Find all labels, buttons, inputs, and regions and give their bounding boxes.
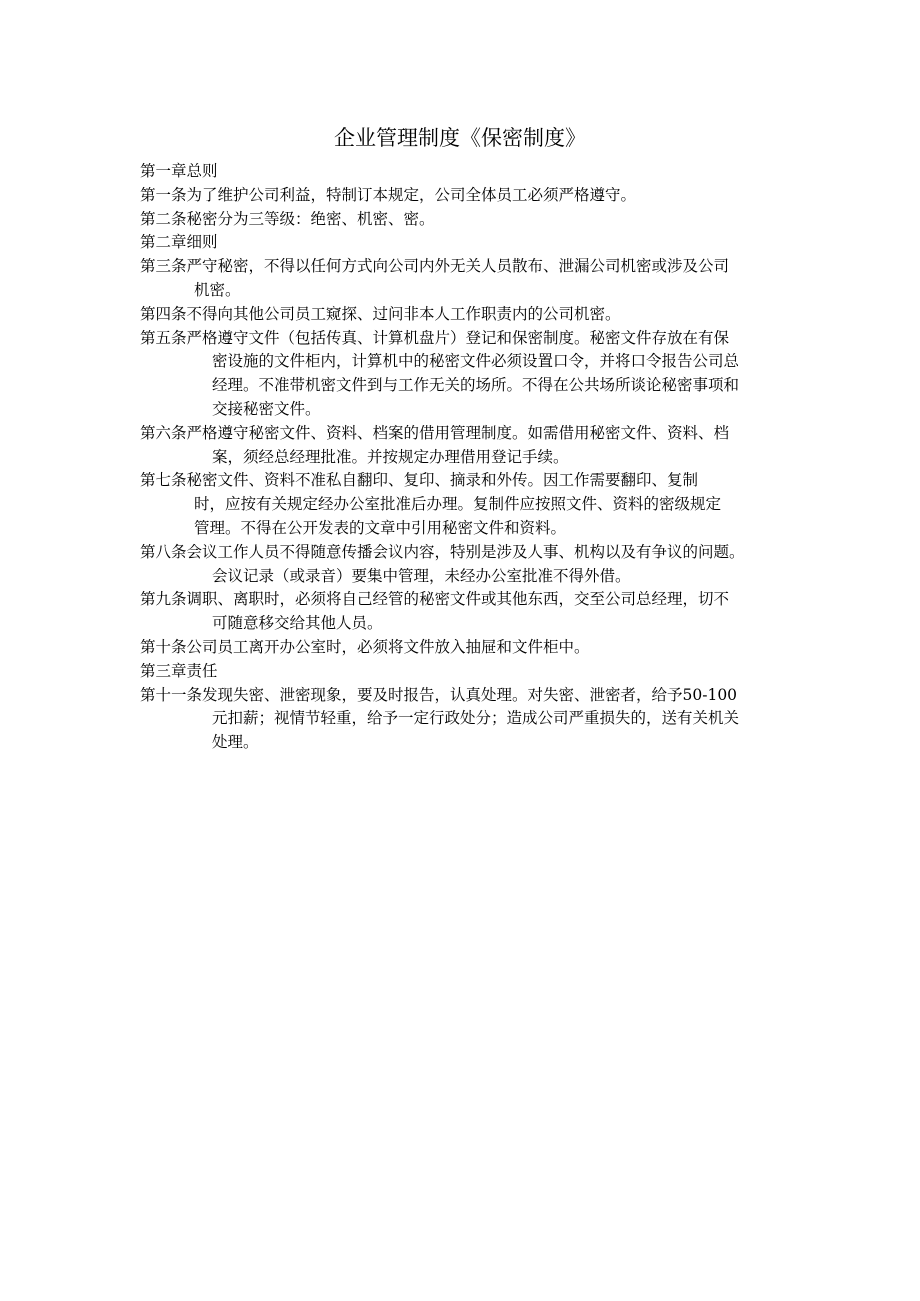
article-line: 第七条秘密文件、资料不准私自翻印、复印、摘录和外传。因工作需要翻印、复制	[140, 471, 699, 490]
chapter-heading: 第三章责任	[140, 661, 218, 680]
article-line: 第八条会议工作人员不得随意传播会议内容，特别是涉及人事、机构以及有争议的问题。	[140, 542, 745, 561]
article-line: 第六条严格遵守秘密文件、资料、档案的借用管理制度。如需借用秘密文件、资料、档	[140, 423, 730, 442]
article-line: 第四条不得向其他公司员工窥探、过问非本人工作职责内的公司机密。	[140, 304, 621, 323]
article-continuation: 密设施的文件柜内，计算机中的秘密文件必须设置口令，并将口令报告公司总	[212, 352, 740, 371]
article-continuation: 机密。	[194, 280, 241, 299]
document-body	[140, 160, 786, 755]
article-line: 第五条严格遵守文件（包括传真、计算机盘片）登记和保密制度。秘密文件存放在有保	[140, 328, 730, 347]
article-continuation: 时，应按有关规定经办公室批准后办理。复制件应按照文件、资料的密级规定	[194, 495, 722, 514]
article-line: 第二条秘密分为三等级：绝密、机密、密。	[140, 209, 435, 228]
article-line: 第一条为了维护公司利益，特制订本规定，公司全体员工必须严格遵守。	[140, 185, 637, 204]
article-line: 第十一条发现失密、泄密现象，要及时报告，认真处理。对失密、泄密者，给予50-100	[140, 685, 738, 704]
article-line: 第九条调职、离职时，必须将自己经管的秘密文件或其他东西，交至公司总经理，切不	[140, 590, 730, 609]
chapter-heading: 第一章总则	[140, 162, 218, 180]
article-continuation: 案，须经总经理批准。并按规定办理借用登记手续。	[212, 447, 569, 466]
article-continuation: 会议记录（或录音）要集中管理，未经办公室批准不得外借。	[212, 566, 631, 585]
document-title: 企业管理制度《保密制度》	[334, 126, 586, 150]
article-continuation: 处理。	[212, 733, 259, 752]
article-continuation: 经理。不准带机密文件到与工作无关的场所。不得在公共场所谈论秘密事项和	[212, 376, 740, 395]
article-line: 第三条严守秘密，不得以任何方式向公司内外无关人员散布、泄漏公司机密或涉及公司	[140, 257, 730, 276]
article-continuation: 可随意移交给其他人员。	[212, 614, 383, 633]
article-continuation: 元扣薪；视情节轻重，给予一定行政处分；造成公司严重损失的，送有关机关	[212, 709, 740, 728]
article-continuation: 交接秘密文件。	[212, 399, 321, 418]
article-line: 第十条公司员工离开办公室时，必须将文件放入抽屉和文件柜中。	[140, 637, 590, 656]
article-continuation: 管理。不得在公开发表的文章中引用秘密文件和资料。	[194, 518, 567, 537]
chapter-heading: 第二章细则	[140, 233, 218, 252]
